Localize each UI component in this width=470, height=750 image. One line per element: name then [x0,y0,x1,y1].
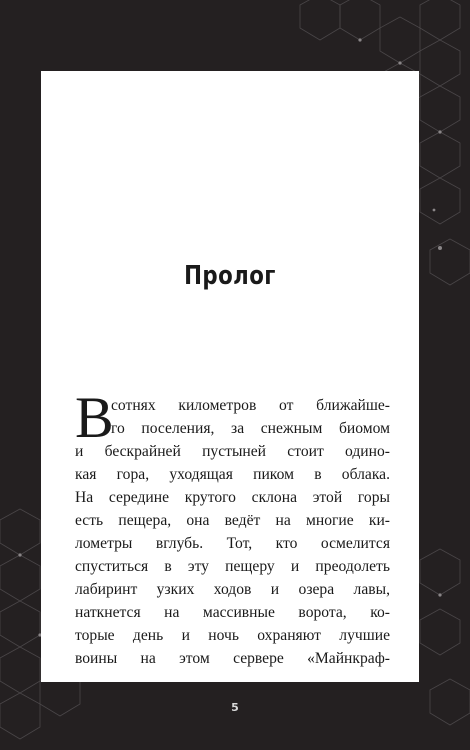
text-line: спуститься в эту пещеру и преодолеть [75,558,390,575]
text-line: есть пещера, она ведёт на многие ки- [75,512,390,529]
chapter-title: Пролог [184,261,276,291]
text-line: На середине крутого склона этой горы [75,489,390,506]
dropcap-block [75,385,390,450]
text-line: наткнется на массивные ворота, ко- [75,604,390,621]
text-line: и бескрайней пустыней стоит одино- [75,443,390,460]
text-line: воины на этом сервере «Майнкраф- [75,650,390,667]
text-line: торые день и ночь охраняют лучшие [75,627,390,644]
prologue-text [75,385,390,670]
text-line: сотнях километров от ближайше- [111,397,390,414]
text-line: кая гора, уходящая пиком в облака. [75,466,390,483]
text-line: лометры вглубь. Тот, кто осмелится [75,535,390,552]
page-number: 5 [231,701,239,714]
text-line: лабиринт узких ходов и озера лавы, [75,581,390,598]
drop-cap-letter: В [75,385,114,450]
book-page [41,71,419,682]
text-line: го поселения, за снежным биомом [111,420,390,437]
